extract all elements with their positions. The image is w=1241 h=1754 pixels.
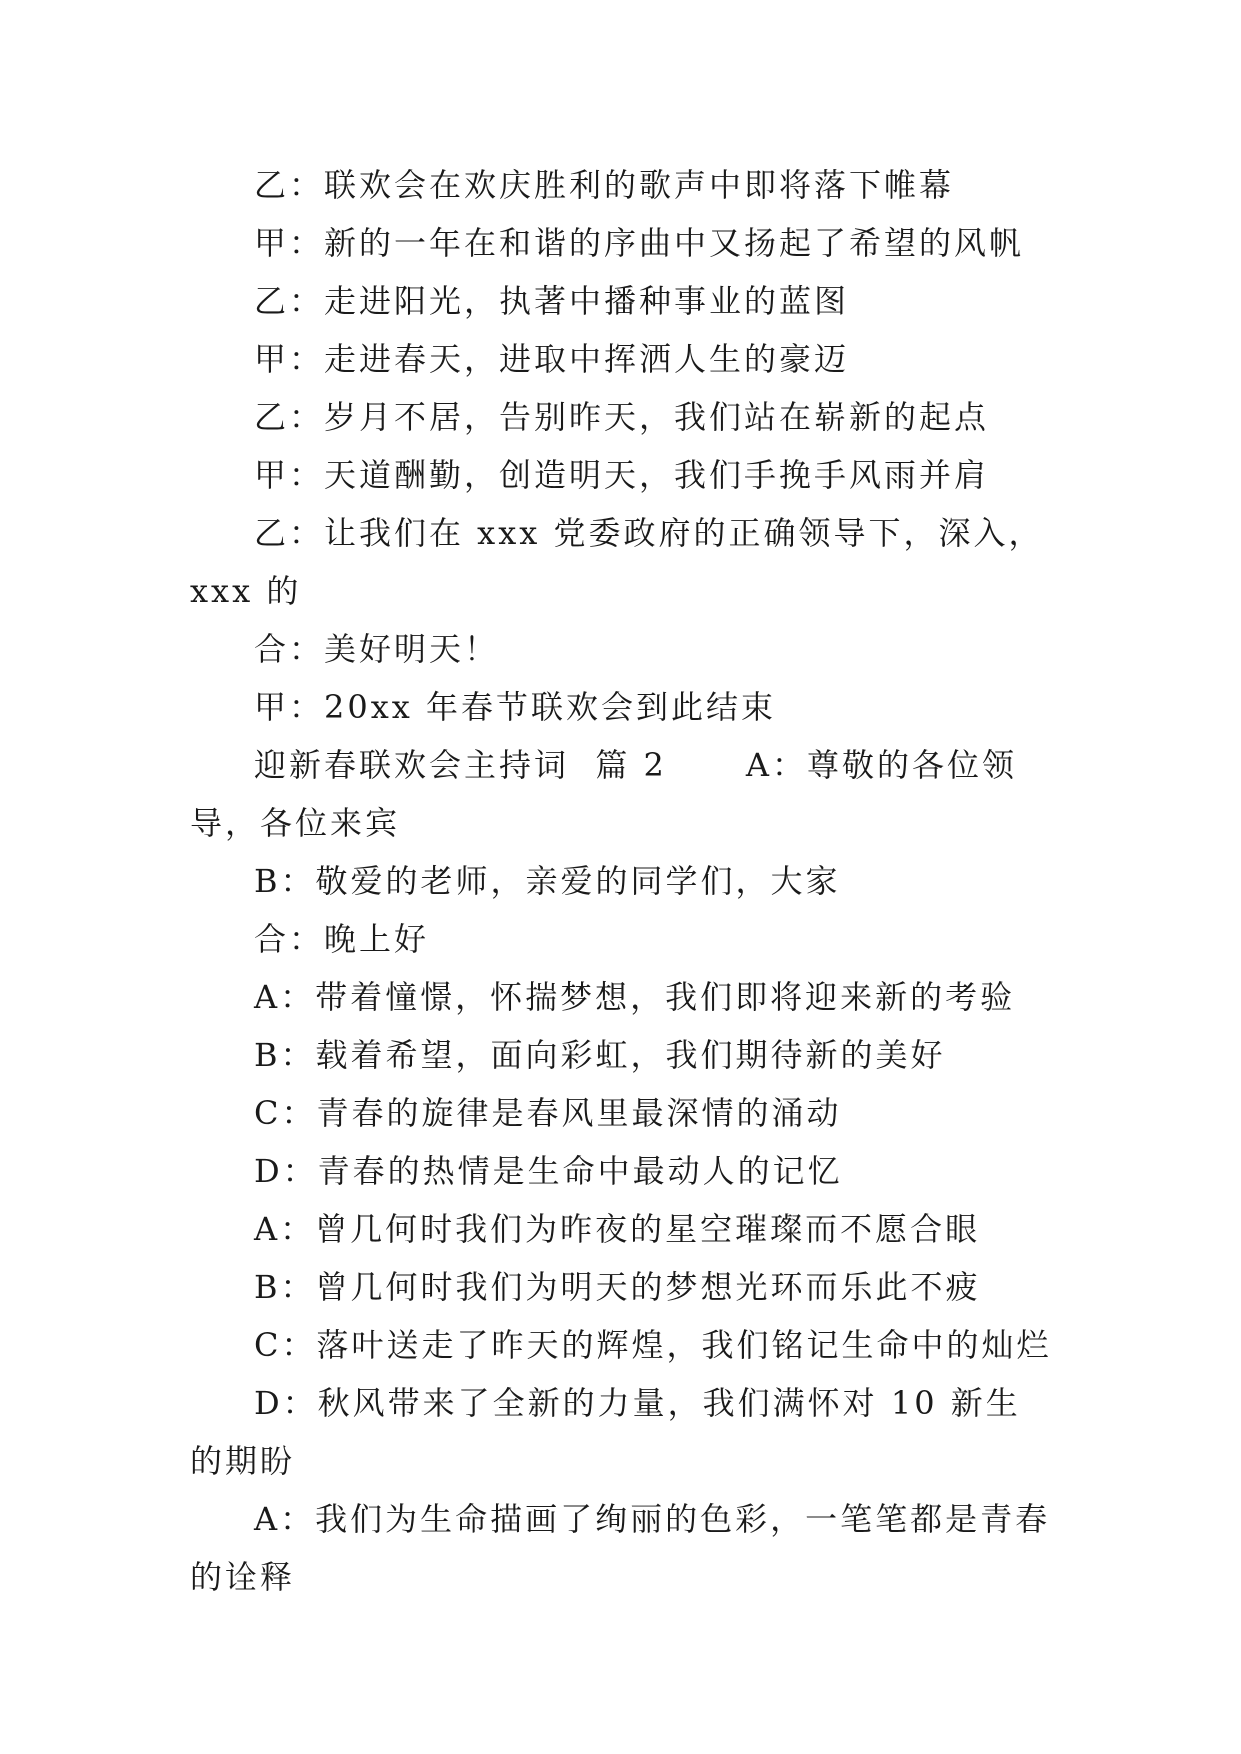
paragraph: 甲：新的一年在和谐的序曲中又扬起了希望的风帆: [254, 224, 1025, 262]
paragraph: A：我们为生命描画了绚丽的色彩，一笔笔都是青春的诠释: [190, 1500, 1051, 1596]
paragraph: 甲：走进春天，进取中挥洒人生的豪迈: [254, 340, 850, 378]
document-body: [190, 156, 1052, 1606]
paragraph: 乙：走进阳光，执著中播种事业的蓝图: [254, 282, 850, 320]
paragraph: D：秋风带来了全新的力量，我们满怀对 10 新生的期盼: [190, 1384, 1021, 1480]
paragraph: C：落叶送走了昨天的辉煌，我们铭记生命中的灿烂: [254, 1326, 1052, 1364]
paragraph: 合：晚上好: [254, 920, 430, 958]
paragraph: B：曾几何时我们为明天的梦想光环而乐此不疲: [254, 1268, 981, 1306]
paragraph: B：敬爱的老师，亲爱的同学们，大家: [254, 862, 841, 900]
paragraph: 甲：20xx 年春节联欢会到此结束: [254, 688, 776, 726]
paragraph: D：青春的热情是生命中最动人的记忆: [254, 1152, 843, 1190]
paragraph: 甲：天道酬勤，创造明天，我们手挽手风雨并肩: [254, 456, 990, 494]
paragraph: A：带着憧憬，怀揣梦想，我们即将迎来新的考验: [254, 978, 1016, 1016]
paragraph: 乙：联欢会在欢庆胜利的歌声中即将落下帷幕: [254, 166, 955, 204]
section-heading-paragraph: 迎新春联欢会主持词 篇 2 A：尊敬的各位领导，各位来宾: [190, 746, 1018, 842]
paragraph: 合：美好明天！: [254, 630, 500, 668]
paragraph: 乙：让我们在 xxx 党委政府的正确领导下，深入，xxx 的: [190, 514, 1044, 610]
paragraph: B：载着希望，面向彩虹，我们期待新的美好: [254, 1036, 946, 1074]
paragraph: C：青春的旋律是春风里最深情的涌动: [254, 1094, 842, 1132]
paragraph: 乙：岁月不居，告别昨天，我们站在崭新的起点: [254, 398, 990, 436]
paragraph: A：曾几何时我们为昨夜的星空璀璨而不愿合眼: [254, 1210, 981, 1248]
